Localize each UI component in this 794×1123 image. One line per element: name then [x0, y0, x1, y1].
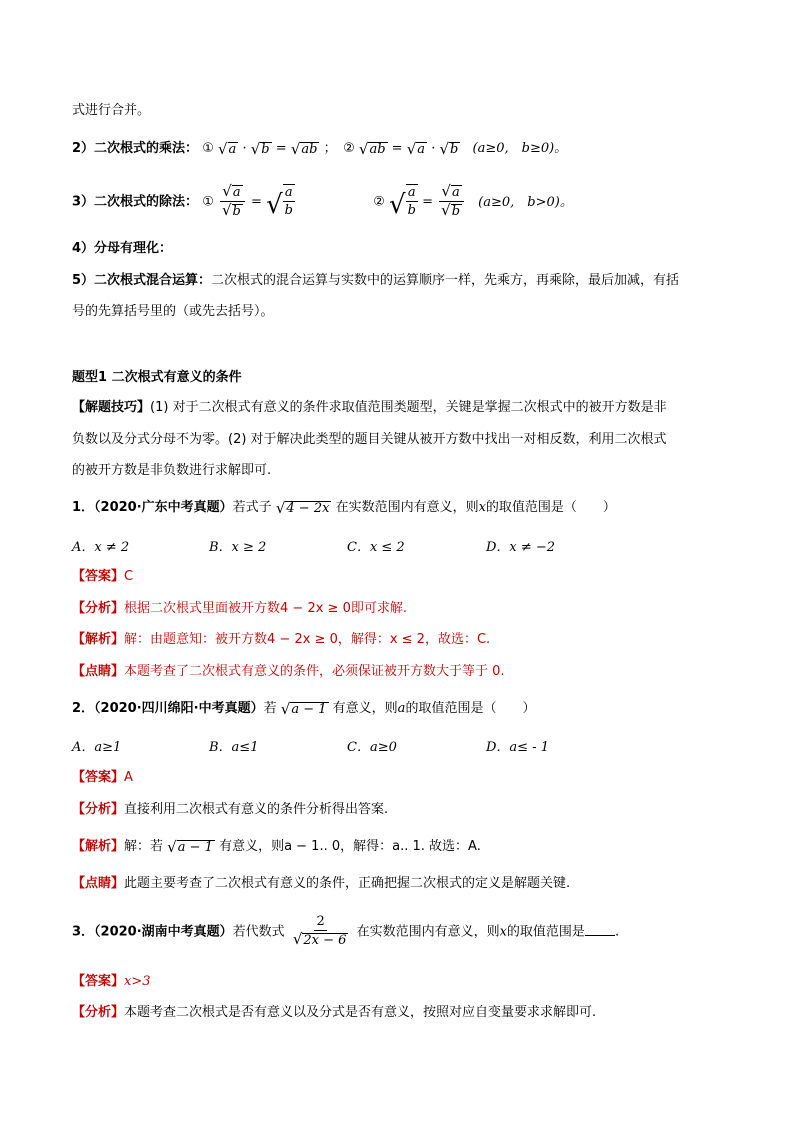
q2-analysis-text: 直接利用二次根式有意义的条件分析得出答案. — [124, 802, 389, 817]
q1-var: x — [478, 500, 486, 515]
div-formula-1-left: $\frac{√a}{√b}$ — [220, 183, 245, 221]
q2-radical: √ a − 1 — [280, 699, 327, 718]
mixed-ops-text-1: 二次根式的混合运算与实数中的运算顺序一样，先乘方，再乘除，最后加减，有括 — [211, 273, 680, 288]
q1-solution-text: 解：由题意知：被开方数4 − 2x ≥ 0，解得：x ≤ 2，故选：C. — [124, 632, 491, 647]
mixed-ops-line1 — [72, 271, 724, 291]
q2-answer — [72, 768, 724, 788]
q3-fraction: $\frac{2}{√2x - 6}$ — [292, 914, 347, 948]
tips-text-2: 负数以及分式分母不为零。(2) 对于解决此类型的题目关键从被开方数中找出一对相反数，利用二次根式 — [72, 432, 667, 447]
div-formula-2-left: √ $\frac{a}{b}$ — [389, 185, 416, 220]
q3-answer-value: x>3 — [124, 974, 151, 989]
q2-var: a — [397, 701, 406, 716]
q3-number: 3． — [72, 924, 95, 940]
q1-analysis — [72, 599, 724, 619]
q2-solution-radical: √ a − 1 — [167, 837, 213, 856]
q3-var: x — [499, 924, 507, 940]
rationalize-heading: 4）分母有理化： — [72, 241, 173, 256]
q3-analysis-label: 【分析】 — [72, 1005, 125, 1020]
div-condition: (a≥0, b>0)。 — [478, 194, 573, 210]
q2-option-c: C．a≥0 — [347, 740, 397, 755]
section-title: 题型1 二次根式有意义的条件 — [72, 370, 242, 385]
q1-answer-label: 【答案】 — [72, 569, 125, 584]
division-label: 3）二次根式的除法： — [72, 194, 199, 210]
q2-option-d: D．a≤ - 1 — [486, 740, 549, 755]
q2-comment — [72, 874, 724, 894]
q2-post: 有意义，则 — [332, 701, 398, 716]
q2-answer-value: A — [124, 770, 133, 785]
multiplication-rule: 2）二次根式的乘法： ① √ a · √ b = √ ab ； ② √ ab = √ a · √ b (a≥0, b≥0)。 — [72, 139, 568, 158]
mult-formula-1: √ a — [217, 139, 237, 158]
q3-post: 在实数范围内有意义，则 — [356, 924, 500, 940]
q3-analysis — [72, 1003, 724, 1023]
mixed-ops-label: 5）二次根式混合运算： — [72, 273, 212, 288]
q2-solution-label: 【解析】 — [72, 839, 125, 854]
q2-stem — [72, 699, 724, 719]
div-formula-2-marker: ② — [373, 194, 385, 210]
q1-analysis-label: 【分析】 — [72, 601, 125, 616]
q2-solution — [72, 837, 724, 857]
q2-comment-text: 此题主要考查了二次根式有意义的条件，正确把握二次根式的定义是解题关键. — [124, 876, 571, 891]
q1-solution — [72, 630, 724, 650]
q1-source: （2020·广东中考真题） — [94, 500, 233, 515]
q2-tail: 的取值范围是（ ） — [405, 701, 536, 716]
q1-radical: √ 4 − 2x — [275, 498, 330, 517]
q3-pre: 若代数式 — [232, 924, 285, 940]
mult-formula-2: √ ab — [358, 139, 386, 158]
q1-comment-text: 本题考查了二次根式有意义的条件，必须保证被开方数大于等于 0. — [124, 664, 505, 679]
q2-source: （2020·四川绵阳·中考真题） — [94, 701, 264, 716]
tips-text-3: 的被开方数是非负数进行求解即可. — [72, 463, 272, 478]
tips-label: 【解题技巧】 — [72, 400, 151, 415]
q2-solution-post: 有意义，则a − 1.. 0，解得：a.. 1. 故选：A. — [219, 839, 481, 854]
q2-comment-label: 【点睛】 — [72, 876, 125, 891]
q1-post: 在实数范围内有意义，则 — [335, 500, 479, 515]
q1-answer-value: C — [124, 569, 134, 584]
q2-option-b: B．a≤1 — [209, 740, 259, 755]
q1-stem — [72, 498, 724, 518]
mult-formula-1-marker: ① — [202, 141, 214, 156]
q1-analysis-text: 根据二次根式里面被开方数4 − 2x ≥ 0即可求解. — [124, 601, 407, 616]
q3-analysis-text: 本题考查二次根式是否有意义以及分式是否有意义，按照对应自变量要求求解即可. — [124, 1005, 597, 1020]
q3-answer-blank[interactable] — [585, 923, 615, 936]
q1-tail: 的取值范围是（ ） — [485, 500, 616, 515]
q1-answer — [72, 567, 724, 587]
q2-solution-pre: 解：若 — [124, 839, 164, 854]
mult-formula-2-marker: ； ② — [323, 141, 355, 156]
intro-merge-text: 式进行合并。 — [72, 103, 151, 118]
q2-answer-label: 【答案】 — [72, 770, 125, 785]
div-formula-1-marker: ① — [202, 194, 214, 210]
mixed-ops-text-2: 号的先算括号里的（或先去括号）。 — [72, 304, 274, 319]
q2-option-a: A．a≥1 — [72, 740, 122, 755]
q1-option-a: A．x ≠ 2 — [72, 540, 130, 555]
q1-solution-label: 【解析】 — [72, 632, 125, 647]
q1-pre: 若式子 — [232, 500, 272, 515]
q1-number: 1． — [72, 500, 95, 515]
q1-option-d: D．x ≠ −2 — [486, 540, 556, 555]
q3-stem: 3．（2020·湖南中考真题）若代数式 $\frac{2}{√2x - 6}$ 在实数范围内有意义，则x的取值范围是 . — [72, 914, 620, 948]
q3-answer-label: 【答案】 — [72, 974, 125, 989]
q2-pre: 若 — [263, 701, 277, 716]
multiplication-label: 2）二次根式的乘法： — [72, 141, 199, 156]
q1-comment-label: 【点睛】 — [72, 664, 125, 679]
tips-line1 — [72, 398, 724, 418]
mult-condition: (a≥0, b≥0)。 — [472, 141, 568, 156]
division-rule: 3）二次根式的除法： ① $\frac{√a}{√b}$ = √ $\frac{a}{b}$ ② √ $\frac{a}{b}$ = $\frac{√a}{√b}$ (a≥0, b>0)。 — [72, 182, 573, 220]
q2-analysis-label: 【分析】 — [72, 802, 125, 817]
q3-answer — [72, 972, 724, 992]
q3-tail: 的取值范围是 — [506, 924, 585, 940]
q2-number: 2． — [72, 701, 95, 716]
q2-analysis — [72, 800, 724, 820]
q1-option-b: B．x ≥ 2 — [209, 540, 267, 555]
tips-text-1: (1) 对于二次根式有意义的条件求取值范围类题型，关键是掌握二次根式中的被开方数是非 — [150, 400, 667, 415]
q1-option-c: C．x ≤ 2 — [347, 540, 405, 555]
q3-source: （2020·湖南中考真题） — [94, 924, 233, 940]
q1-comment — [72, 662, 724, 682]
